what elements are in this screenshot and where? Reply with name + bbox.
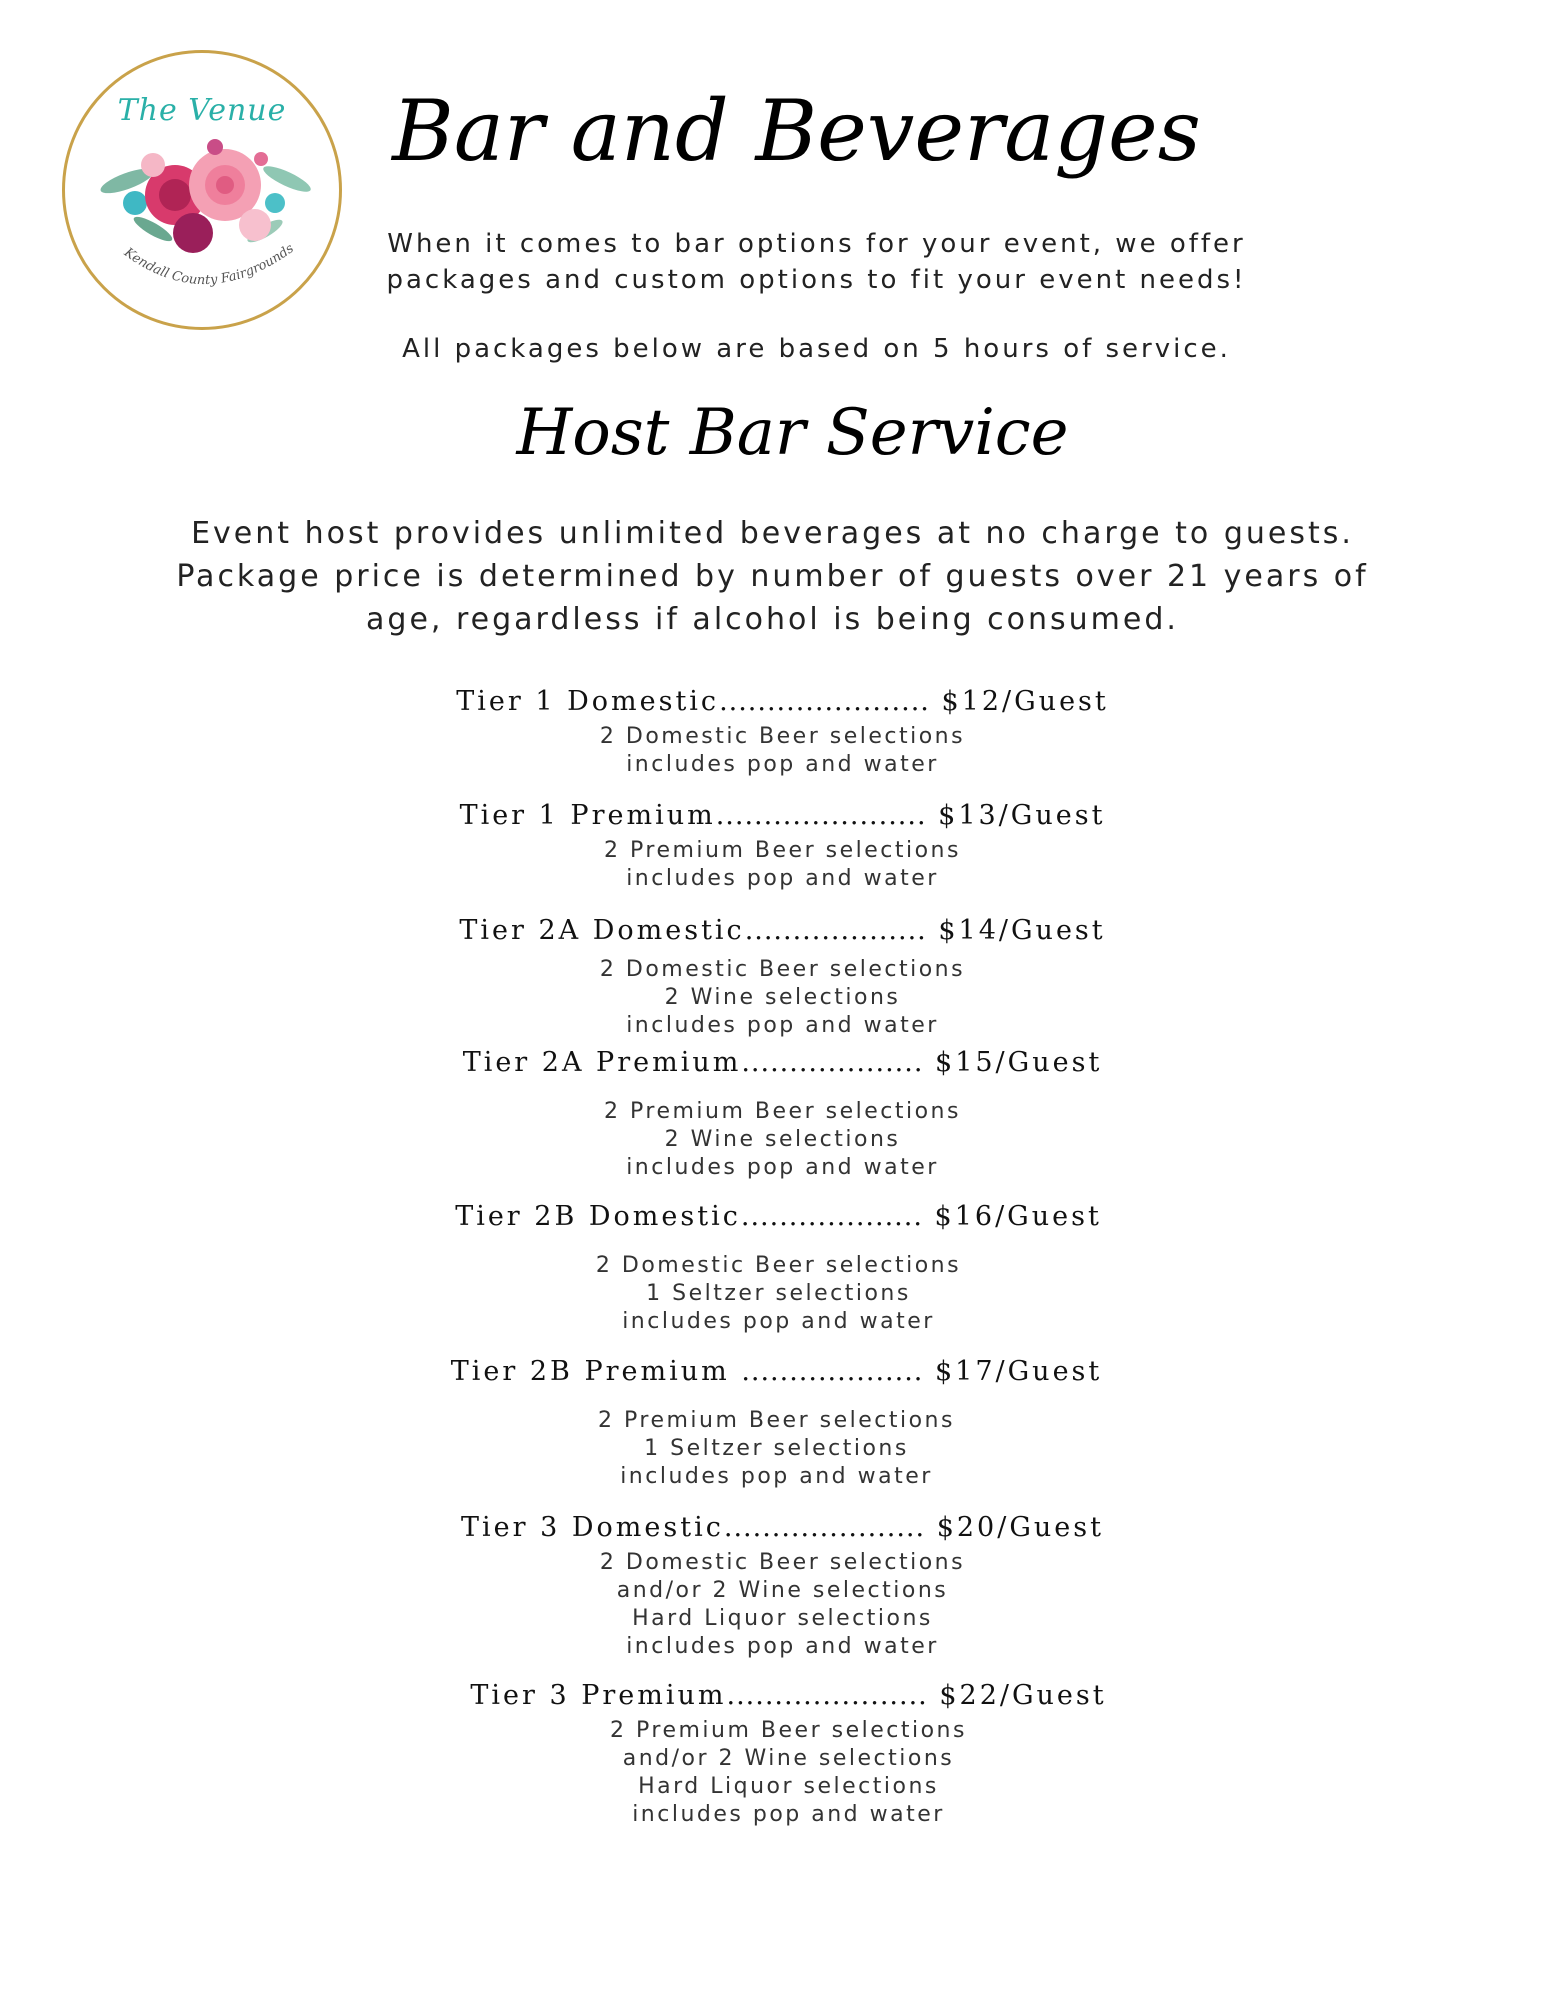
tier-detail-line: 2 Premium Beer selections [610,1718,967,1743]
tier-price: $13/Guest [938,800,1106,831]
tier-detail-line: 1 Seltzer selections [646,1281,911,1306]
tier-detail-line: 2 Premium Beer selections [604,1099,961,1124]
tier-detail-line: 2 Wine selections [664,1127,901,1152]
service-basis: All packages below are based on 5 hours of service. [402,334,1231,364]
tier-item [10,1512,1545,1661]
tier-leader-dots: ...................... [719,686,930,717]
description-line: age, regardless if alcohol is being consumed. [366,602,1179,637]
description-line: Package price is determined by number of guests over 21 years of [176,559,1369,594]
tier-detail-line: 2 Domestic Beer selections [599,957,966,982]
tier-name: Tier 2A Premium [462,1047,742,1078]
tier-price: $14/Guest [938,915,1106,946]
description-line: Event host provides unlimited beverages at no charge to guests. [191,516,1354,551]
tier-detail-line: includes pop and water [626,1013,939,1038]
tier-detail-line: includes pop and water [626,752,939,777]
logo-name: The Venue [117,93,287,128]
tier-detail-line: 2 Wine selections [664,985,901,1010]
tier-name: Tier 2B Premium [450,1356,742,1387]
tier-item [10,800,1545,893]
tier-details [10,1098,1545,1182]
tier-item [10,915,1545,1040]
tier-detail-line: includes pop and water [620,1464,933,1489]
tier-detail-line: includes pop and water [626,1634,939,1659]
tier-name: Tier 1 Domestic [456,686,720,717]
tier-price: $15/Guest [935,1047,1103,1078]
tier-detail-line: 2 Domestic Beer selections [595,1253,962,1278]
tier-details [10,956,1545,1040]
tier-leader-dots: ................... [744,915,927,946]
tier-heading [10,1512,1545,1543]
tier-details [4,1407,1545,1491]
tier-name: Tier 3 Domestic [461,1512,724,1543]
tier-details [10,837,1545,893]
tier-heading [10,686,1545,717]
tier-price: $17/Guest [934,1356,1103,1387]
tier-name: Tier 2A Domestic [459,915,745,946]
tier-item [16,1680,1545,1829]
tier-detail-line: 2 Domestic Beer selections [599,1550,966,1575]
tier-heading [4,1356,1545,1387]
tier-price: $20/Guest [936,1512,1104,1543]
tier-price: $12/Guest [941,686,1109,717]
tier-detail-line: 2 Premium Beer selections [604,838,961,863]
tier-item [6,1201,1545,1336]
tier-leader-dots: ..................... [726,1680,928,1711]
intro-text [44,226,1545,298]
section-description [0,512,1545,641]
tier-item [4,1356,1545,1491]
tier-heading [10,1047,1545,1078]
tier-detail-line: includes pop and water [626,866,939,891]
tier-detail-line: includes pop and water [622,1309,935,1334]
tier-detail-line: 1 Seltzer selections [644,1436,909,1461]
tier-detail-line: and/or 2 Wine selections [622,1746,955,1771]
tier-details [10,723,1545,779]
tier-details [6,1252,1545,1336]
tier-detail-line: Hard Liquor selections [638,1774,939,1799]
intro-line: packages and custom options to fit your event needs! [386,265,1247,295]
logo-caption: Kendall County Fairgrounds [121,241,297,289]
tier-heading [16,1680,1545,1711]
intro-line: When it comes to bar options for your event, we offer [387,229,1246,259]
tier-details [16,1717,1545,1829]
tier-details [10,1549,1545,1661]
tier-detail-line: and/or 2 Wine selections [616,1578,949,1603]
tier-detail-line: 2 Domestic Beer selections [599,724,966,749]
tier-leader-dots: ...................... [715,800,927,831]
tier-name: Tier 1 Premium [459,800,716,831]
tier-leader-dots: ................... [741,1047,924,1078]
tier-detail-line: 2 Premium Beer selections [598,1408,955,1433]
section-title: Host Bar Service [516,396,1069,470]
tier-leader-dots: ..................... [723,1512,926,1543]
tier-detail-line: Hard Liquor selections [632,1606,933,1631]
tier-item [10,686,1545,779]
tier-item [10,1047,1545,1182]
tier-name: Tier 3 Premium [470,1680,727,1711]
tier-price: $22/Guest [939,1680,1107,1711]
tier-heading [10,915,1545,946]
tier-detail-line: includes pop and water [626,1155,939,1180]
tier-leader-dots: ................... [740,1201,923,1232]
page-title: Bar and Beverages [392,82,1201,180]
tier-name: Tier 2B Domestic [455,1201,741,1232]
tier-leader-dots: ................... [741,1356,924,1387]
tier-heading [10,800,1545,831]
tier-detail-line: includes pop and water [632,1802,945,1827]
tier-price: $16/Guest [934,1201,1102,1232]
tier-heading [6,1201,1545,1232]
